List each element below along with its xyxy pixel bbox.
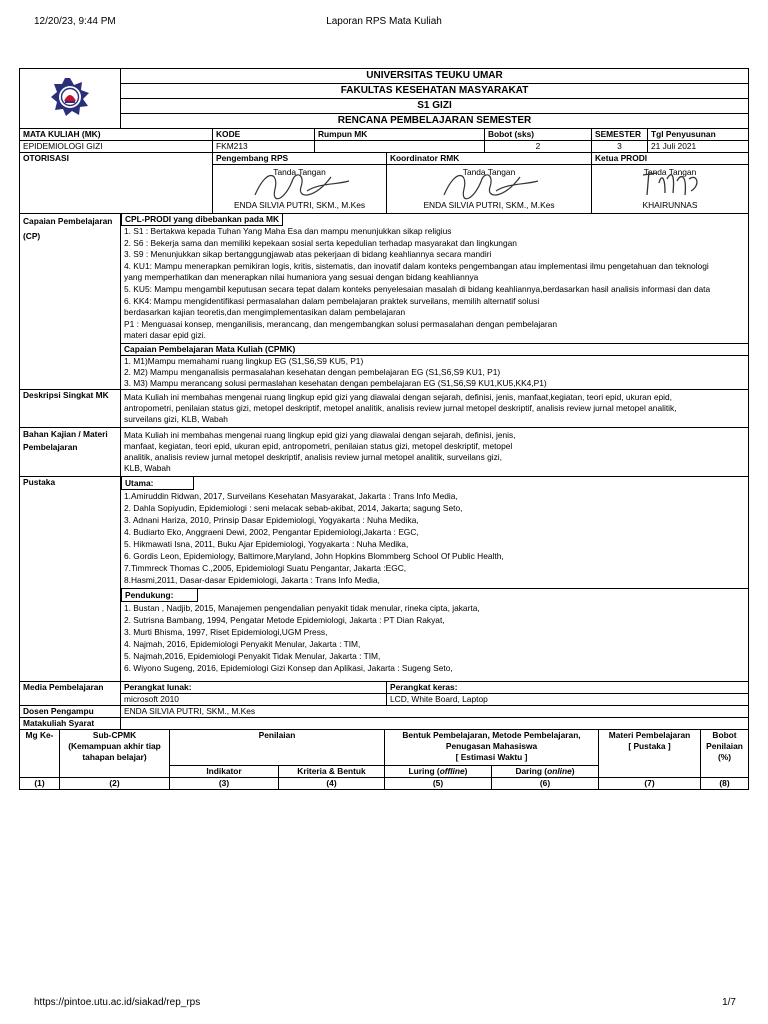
column-number: (1) bbox=[20, 777, 60, 789]
kode-header: KODE bbox=[213, 129, 315, 141]
header-line: Materi Pembelajaran bbox=[608, 729, 691, 740]
list-item: 5. KU5: Mampu mengambil keputusan secara tepat dalam konteks penyelesaian masalah di bidang keahliannya,berdasarkan hasil analisis informasi dan data bbox=[124, 283, 711, 294]
penilaian-header: Penilaian bbox=[170, 729, 385, 765]
text-line: manfaat, kegiatan, teori epid, ukuran epid, antropometri, penilaian status gizi, metopel deskriptif, metopel bbox=[124, 440, 513, 451]
content-table bbox=[19, 213, 749, 730]
syarat-value bbox=[121, 717, 749, 729]
column-number: (6) bbox=[492, 777, 599, 789]
list-item: 1. S1 : Bertakwa kepada Tuhan Yang Maha Esa dan mampu menunjukkan sikap religius bbox=[124, 226, 452, 236]
hardware-label: Perangkat keras: bbox=[387, 681, 749, 693]
pengembang-label: Pengembang RPS bbox=[213, 153, 387, 165]
header-text: Daring ( bbox=[515, 765, 548, 776]
text-line: surveilans gizi, KLB, Wabah bbox=[124, 413, 228, 424]
list-item: 3. M3) Mampu merancang solusi permaslahan kesehatan dengan pembelajaran EG (S1,S6,S9 KU1,KU5,KK4,P1) bbox=[124, 377, 547, 388]
text-line: Mata Kuliah ini membahas mengenai ruang lingkup epid gizi yang diawalai dengan sejarah, definisi, jenis, bbox=[124, 429, 516, 440]
header-line: Penugasan Mahasiswa bbox=[445, 740, 538, 751]
print-datetime: 12/20/23, 9:44 PM bbox=[34, 16, 116, 27]
column-number: (7) bbox=[599, 777, 701, 789]
koordinator-name: ENDA SILVIA PUTRI, SKM., M.Kes bbox=[423, 200, 555, 210]
list-item: 4. Budiarto Eko, Anggraeni Dewi, 2002, Pengantar Epidemiologi,Jakarta : EGC, bbox=[124, 526, 419, 537]
page-url: https://pintoe.utu.ac.id/siakad/rep_rps bbox=[34, 997, 201, 1008]
text-line: Mata Kuliah ini membahas mengenai ruang lingkup epid gizi yang diawalai dengan sejarah, definisi, jenis, manfaat,kegiatan, teori epid, ukuran epid, bbox=[124, 391, 672, 402]
bobot-value: 2 bbox=[485, 141, 592, 153]
pustaka-utama-title: Utama: bbox=[121, 477, 194, 490]
text-line: KLB, Wabah bbox=[124, 462, 171, 473]
list-item: 2. S6 : Bekerja sama dan memiliki kepekaan sosial serta kepedulian terhadap masyarakat dan lingkungan bbox=[124, 237, 517, 248]
media-label: Media Pembelajaran bbox=[20, 681, 121, 705]
column-number: (5) bbox=[385, 777, 492, 789]
bahan-label: Bahan Kajian / Materi Pembelajaran bbox=[20, 427, 121, 476]
list-item: 8.Hasmi,2011, Dasar-dasar Epidemiologi, Jakarta : Trans Info Media, bbox=[124, 574, 380, 585]
pengembang-name: ENDA SILVIA PUTRI, SKM., M.Kes bbox=[233, 200, 366, 210]
list-item: 2. Sutrisna Bambang, 1994, Pengatar Metode Epidemiologi, Jakarta : PT Dian Rakyat, bbox=[124, 614, 445, 625]
pustaka-label: Pustaka bbox=[20, 476, 121, 681]
dosen-label: Dosen Pengampu bbox=[20, 705, 121, 717]
weekly-plan-table bbox=[19, 729, 749, 790]
pustaka-utama-cell bbox=[121, 476, 749, 588]
university-name: UNIVERSITAS TEUKU UMAR bbox=[121, 69, 749, 84]
cp-label: Capaian Pembelajaran (CP) bbox=[20, 214, 121, 390]
bobot-penilaian-header bbox=[701, 729, 749, 777]
list-item: 3. S9 : Menunjukkan sikap bertanggungjawab atas pekerjaan di bidang keahliannya secara mandiri bbox=[124, 249, 492, 260]
hardware-value: LCD, White Board, Laptop bbox=[387, 693, 749, 705]
text-line: antropometri, penilaian status gizi, metopel deskriptif, metopel analitik, analisis review jurnal metopel deskriptif, analisis review jurnal metopel analitik, bbox=[124, 402, 677, 413]
header-text: Luring ( bbox=[408, 765, 440, 776]
list-item: 6. KK4: Mampu mengidentifikasi permasalahan dalam pembelajaran praktek surveilans, memilih alternatif solusi bbox=[124, 295, 540, 306]
mk-value: EPIDEMIOLOGI GIZI bbox=[20, 141, 213, 153]
list-item: 4. Najmah, 2016, Epidemiologi Penyakit Menular, Jakarta : TIM, bbox=[124, 638, 361, 649]
university-seal-icon bbox=[50, 77, 90, 117]
column-number: (3) bbox=[170, 777, 279, 789]
subcpmk-header bbox=[60, 729, 170, 777]
page-header bbox=[0, 16, 768, 30]
ttd-label: Tanda Tangan bbox=[643, 167, 697, 177]
koordinator-signature-cell bbox=[387, 165, 592, 214]
page-footer bbox=[0, 997, 768, 1011]
header-text: offline bbox=[439, 765, 465, 776]
header-line: tahapan belajar) bbox=[82, 751, 147, 762]
list-item: 5. Najmah,2016, Epidemiologi Penyakit Tidak Menular, Jakarta : TIM, bbox=[124, 650, 381, 661]
document-title: RENCANA PEMBELAJARAN SEMESTER bbox=[121, 114, 749, 129]
print-title: Laporan RPS Mata Kuliah bbox=[326, 16, 442, 27]
list-item: berdasarkan kajian teoretis,dan mengimplementasikan dalam pembelajaran bbox=[124, 307, 406, 318]
ketua-label: Ketua PRODI bbox=[592, 153, 749, 165]
logo-cell bbox=[20, 69, 121, 129]
header-line: Sub-CPMK bbox=[92, 729, 137, 740]
list-item: 6. Wiyono Sugeng, 2016, Epidemiologi Gizi Konsep dan Aplikasi, Jakarta : Sugeng Seto, bbox=[124, 662, 453, 673]
rumpun-header: Rumpun MK bbox=[315, 129, 485, 141]
list-item: 3. Murti Bhisma, 1997, Riset Epidemiologi,UGM Press, bbox=[124, 626, 328, 637]
cpl-prodi-list bbox=[124, 226, 745, 342]
software-value: microsoft 2010 bbox=[121, 693, 387, 705]
dosen-value: ENDA SILVIA PUTRI, SKM., M.Kes bbox=[121, 705, 749, 717]
pustaka-pendukung-title: Pendukung: bbox=[121, 589, 198, 602]
list-item: 7.Timmreck Thomas C.,2005, Epidemiologi Suatu Pengantar, Jakarta :EGC, bbox=[124, 562, 407, 573]
tgl-value: 21 Juli 2021 bbox=[648, 141, 749, 153]
course-table bbox=[19, 128, 749, 214]
header-text: online bbox=[547, 765, 572, 776]
column-number: (4) bbox=[279, 777, 385, 789]
list-item: materi dasar epid gizi. bbox=[124, 330, 206, 341]
daring-header bbox=[492, 765, 599, 777]
pengembang-signature-cell bbox=[213, 165, 387, 214]
ttd-label: Tanda Tangan bbox=[273, 167, 326, 177]
header-line: [ Estimasi Waktu ] bbox=[455, 751, 528, 762]
bentuk-header bbox=[385, 729, 599, 765]
ketua-name: KHAIRUNNAS bbox=[642, 200, 698, 210]
list-item: 5. Hikmawati Isna, 2011, Buku Ajar Epidemiologi, Yogyakarta : Nuha Medika, bbox=[124, 538, 409, 549]
tgl-header: Tgl Penyusunan bbox=[648, 129, 749, 141]
bobot-header: Bobot (sks) bbox=[485, 129, 592, 141]
cpl-prodi-title: CPL-PRODI yang dibebankan pada MK bbox=[121, 214, 283, 226]
header-line: (Kemampuan akhir tiap bbox=[68, 740, 161, 751]
faculty-name: FAKULTAS KESEHATAN MASYARAKAT bbox=[121, 84, 749, 99]
bahan-value bbox=[121, 427, 749, 476]
header-text: ) bbox=[464, 765, 468, 776]
indikator-header: Indikator bbox=[170, 765, 279, 777]
deskripsi-label: Deskripsi Singkat MK bbox=[20, 389, 121, 427]
list-item: 3. Adnani Hariza, 2010, Prinsip Dasar Epidemiologi, Yogyakarta : Nuha Medika, bbox=[124, 514, 419, 525]
ketua-signature-cell bbox=[592, 165, 749, 214]
list-item: 2. M2) Mampu menganalisis permasalahan kesehatan dengan pembelajaran EG (S1,S6,S9 KU1, P1) bbox=[124, 366, 501, 377]
materi-header bbox=[599, 729, 701, 777]
ttd-label: Tanda Tangan bbox=[462, 167, 516, 177]
syarat-label: Matakuliah Syarat bbox=[20, 717, 121, 729]
koordinator-label: Koordinator RMK bbox=[387, 153, 592, 165]
page-number: 1/7 bbox=[722, 997, 736, 1008]
signature-icon bbox=[635, 165, 705, 205]
header-text: ) bbox=[571, 765, 575, 776]
rps-document bbox=[19, 68, 749, 790]
deskripsi-value bbox=[121, 389, 749, 427]
header-line: Bobot bbox=[712, 729, 737, 740]
kode-value: FKM213 bbox=[213, 141, 315, 153]
pustaka-pendukung-cell bbox=[121, 588, 749, 681]
kriteria-header: Kriteria & Bentuk bbox=[279, 765, 385, 777]
column-number: (2) bbox=[60, 777, 170, 789]
semester-header: SEMESTER bbox=[592, 129, 648, 141]
mg-header: Mg Ke- bbox=[20, 729, 60, 777]
otorisasi-label: OTORISASI bbox=[20, 153, 213, 214]
cpmk-title: Capaian Pembelajaran Mata Kuliah (CPMK) bbox=[121, 344, 748, 356]
list-item: 1.Amiruddin Ridwan, 2017, Surveilans Kesehatan Masyarakat, Jakarta : Trans Info Media, bbox=[124, 490, 458, 501]
cpl-prodi-cell bbox=[121, 214, 749, 344]
rumpun-value bbox=[315, 141, 485, 153]
header-line: Penilaian bbox=[706, 740, 743, 751]
list-item: 1. M1)Mampu memahami ruang lingkup EG (S1,S6,S9 KU5, P1) bbox=[124, 355, 364, 366]
list-item: yang memperhatikan dan menerapkan nilai humaniora yang sesuai dengan bidang keahliannya bbox=[124, 272, 479, 283]
luring-header bbox=[385, 765, 492, 777]
cpmk-cell bbox=[121, 343, 749, 389]
list-item: 6. Gordis Leon, Epidemiology, Baltimore,Maryland, John Hopkins Blommberg School Of Public Health, bbox=[124, 550, 504, 561]
header-table bbox=[19, 68, 749, 129]
list-item: 1. Bustan , Nadjib, 2015, Manajemen pengendalian penyakit tidak menular, rineka cipta, jakarta, bbox=[124, 602, 480, 613]
column-number: (8) bbox=[701, 777, 749, 789]
list-item: 4. KU1: Mampu menerapkan pemikiran logis, kritis, sistematis, dan inovatif dalam konteks pengembangan atau implementasi ilmu pengetahuan dan teknologi bbox=[124, 260, 709, 271]
header-line: Bentuk Pembelajaran, Metode Pembelajaran, bbox=[402, 729, 581, 740]
software-label: Perangkat lunak: bbox=[121, 681, 387, 693]
list-item: P1 : Menguasai konsep, menganilisis, merancang, dan mengembangkan solusi permasalahan dengan pembelajaran bbox=[124, 318, 557, 329]
mk-header: MATA KULIAH (MK) bbox=[20, 129, 213, 141]
header-line: (%) bbox=[717, 751, 732, 762]
text-line: analitik, analisis review jurnal metopel deskriptif, analisis review jurnal metopel analitik, surveilans gizi, bbox=[124, 451, 502, 462]
header-line: [ Pustaka ] bbox=[628, 740, 671, 751]
semester-value: 3 bbox=[592, 141, 648, 153]
program-name: S1 GIZI bbox=[121, 99, 749, 114]
list-item: 2. Dahla Sopiyudin, Epidemiologi : seni melacak sebab-akibat, 2014, Jakarta; sagung Seto, bbox=[124, 502, 463, 513]
